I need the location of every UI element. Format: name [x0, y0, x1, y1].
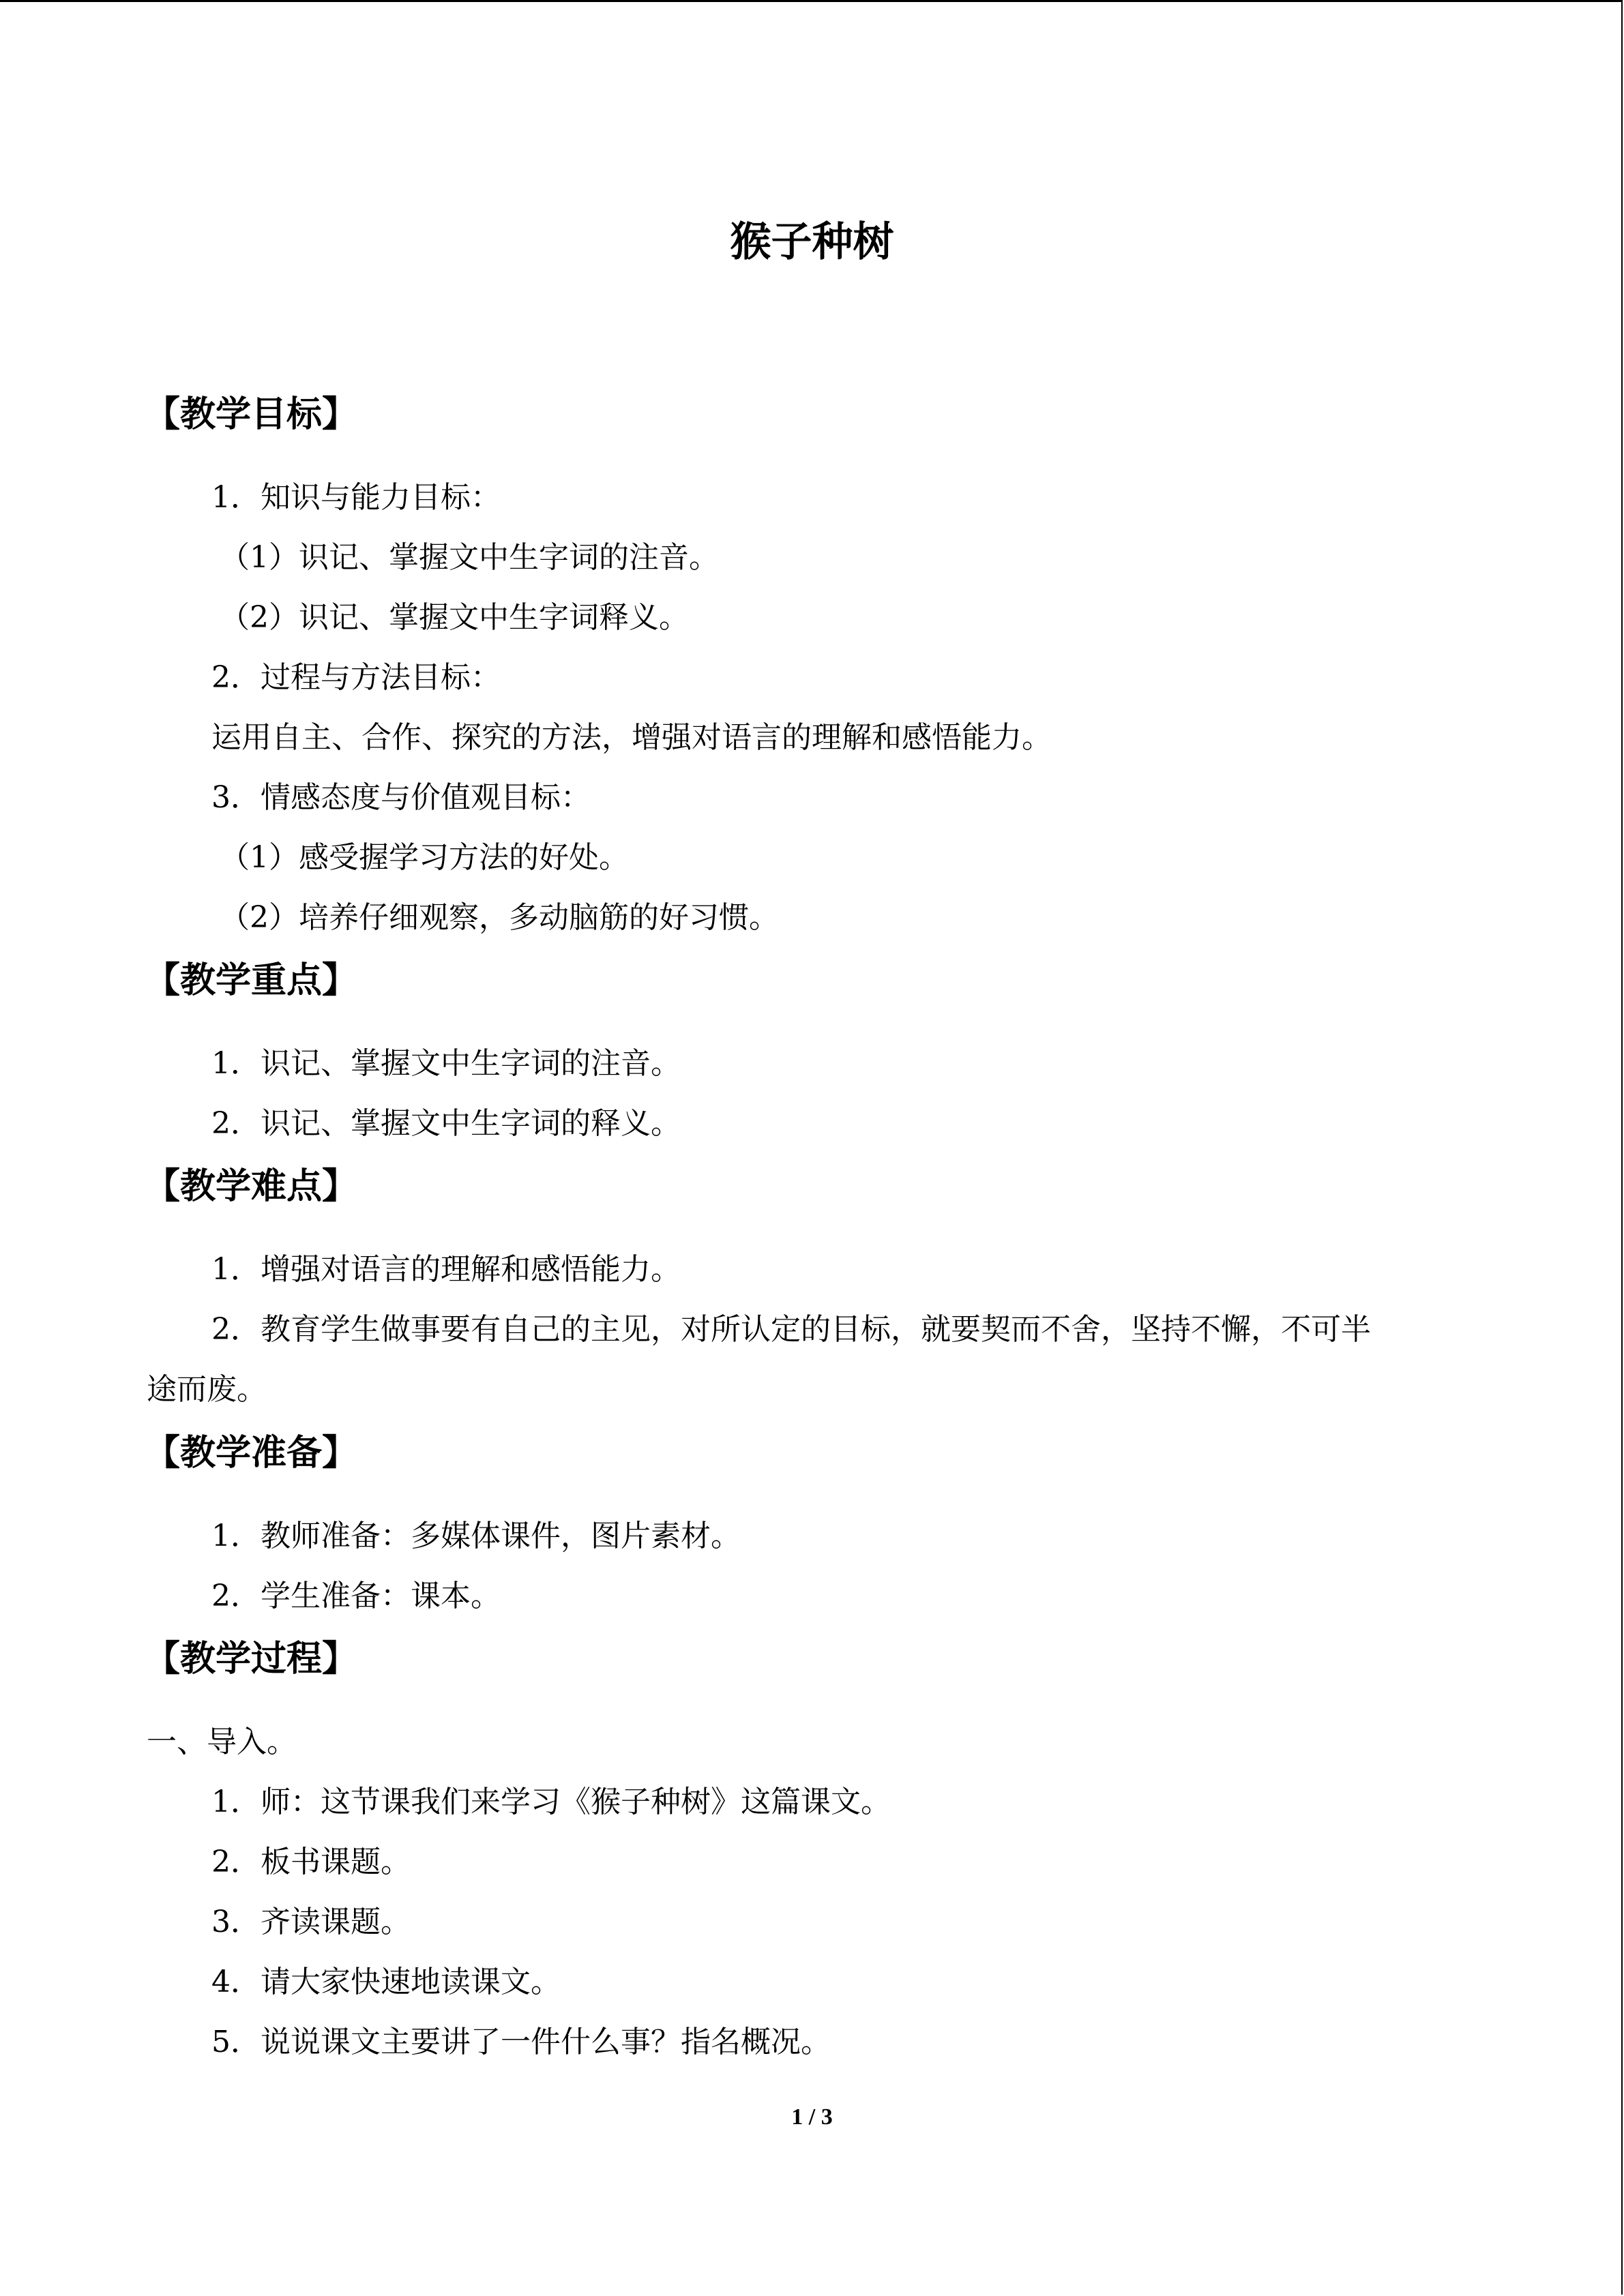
goals-line: 1．知识与能力目标：	[211, 480, 501, 515]
section-heading-preparation: 【教学准备】	[145, 1433, 358, 1474]
page-number: 1 / 3	[791, 2104, 833, 2130]
goals-line: （2）识记、掌握文中生字词释义。	[220, 600, 689, 635]
goals-line: 3．情感态度与价值观目标：	[211, 780, 591, 815]
key-points-line: 1．识记、掌握文中生字词的注音。	[211, 1046, 681, 1081]
section-heading-process: 【教学过程】	[145, 1639, 358, 1680]
section-heading-goals: 【教学目标】	[145, 394, 358, 435]
preparation-line: 1．教师准备：多媒体课件，图片素材。	[211, 1519, 741, 1553]
process-line: 2．板书课题。	[211, 1845, 411, 1879]
preparation-line: 2．学生准备：课本。	[211, 1579, 501, 1613]
goals-line: （1）识记、掌握文中生字词的注音。	[220, 540, 719, 575]
process-line: 3．齐读课题。	[211, 1905, 411, 1939]
process-line: 5．说说课文主要讲了一件什么事？指名概况。	[211, 2025, 831, 2059]
goals-line: （1）感受握学习方法的好处。	[220, 840, 629, 875]
process-line: 1．师：这节课我们来学习《猴子种树》这篇课文。	[211, 1785, 891, 1819]
process-line: 一、导入。	[147, 1725, 297, 1759]
section-heading-key-points: 【教学重点】	[145, 960, 358, 1001]
document-title: 猴子种树	[730, 218, 894, 266]
goals-line: 2．过程与方法目标：	[211, 660, 501, 695]
key-points-line: 2．识记、掌握文中生字词的释义。	[211, 1106, 681, 1141]
section-heading-difficulties: 【教学难点】	[145, 1166, 358, 1207]
difficulties-line: 途而废。	[147, 1372, 267, 1407]
process-line: 4．请大家快速地读课文。	[211, 1965, 561, 1999]
goals-line: 运用自主、合作、探究的方法，增强对语言的理解和感悟能力。	[211, 720, 1052, 755]
difficulties-line: 2．教育学生做事要有自己的主见，对所认定的目标，就要契而不舍，坚持不懈，不可半	[211, 1312, 1371, 1347]
difficulties-line: 1．增强对语言的理解和感悟能力。	[211, 1252, 681, 1287]
goals-line: （2）培养仔细观察，多动脑筋的好习惯。	[220, 900, 779, 935]
